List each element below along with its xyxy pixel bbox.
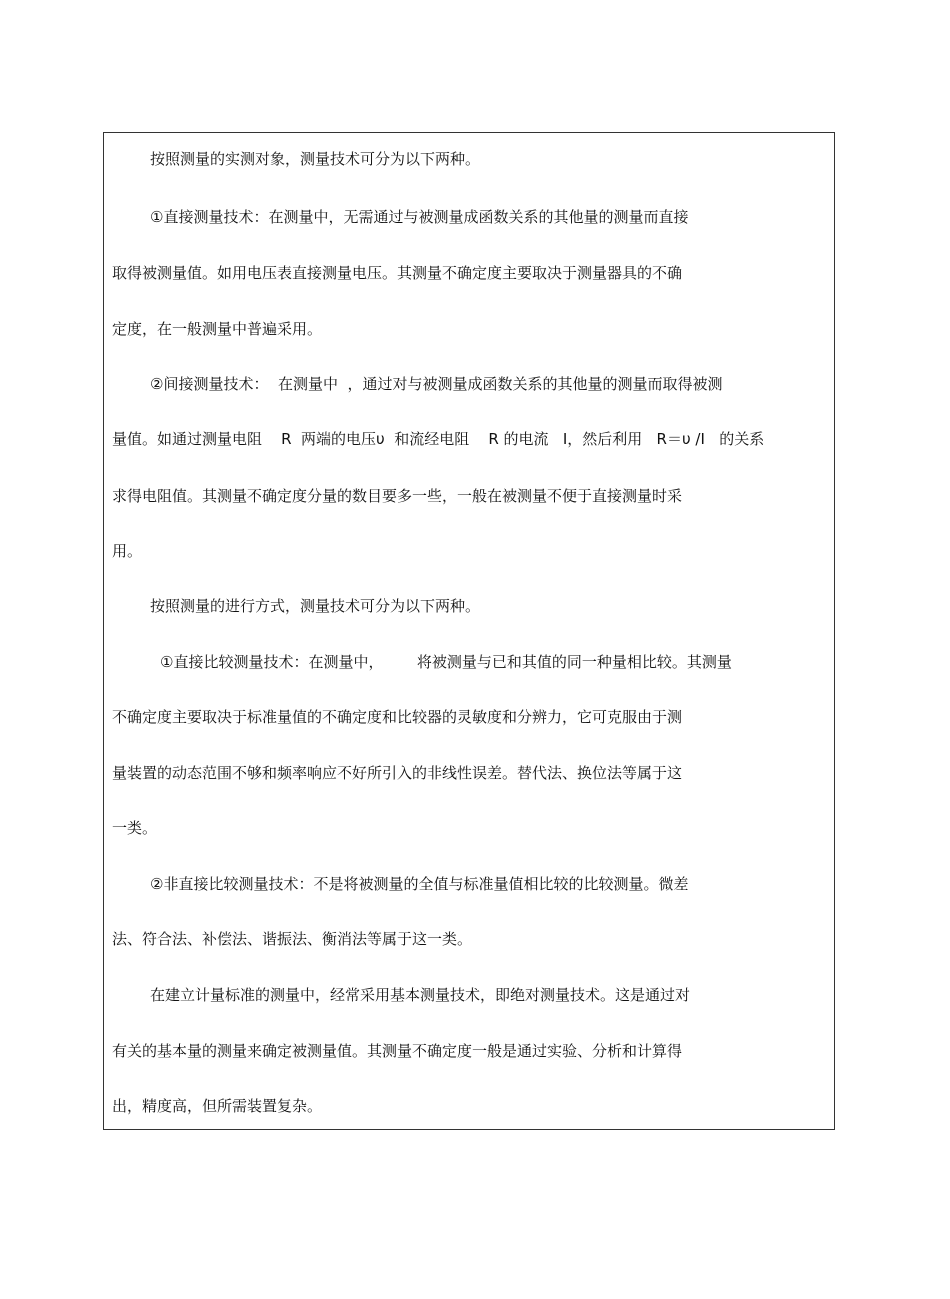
paragraph-line-18: 出，精度高，但所需装置复杂。: [112, 1097, 323, 1115]
paragraph-line-4: 定度，在一般测量中普遍采用。: [112, 320, 323, 338]
paragraph-line-13: 一类。: [112, 819, 158, 837]
paragraph-line-16: 在建立计量标准的测量中，经常采用基本测量技术，即绝对测量技术。这是通过对: [150, 986, 691, 1004]
paragraph-line-7: 求得电阻值。其测量不确定度分量的数目要多一些，一般在被测量不便于直接测量时采: [112, 487, 683, 505]
paragraph-line-3: 取得被测量值。如用电压表直接测量电压。其测量不确定度主要取决于测量器具的不确: [112, 264, 683, 282]
paragraph-line-14: ②非直接比较测量技术：不是将被测量的全值与标准量值相比较的比较测量。微差: [150, 875, 689, 893]
paragraph-line-10: ①直接比较测量技术：在测量中， 将被测量与已和其值的同一种量相比较。其测量: [160, 653, 732, 671]
paragraph-line-17: 有关的基本量的测量来确定被测量值。其测量不确定度一般是通过实验、分析和计算得: [112, 1042, 683, 1060]
paragraph-line-5: ②间接测量技术： 在测量中 ，通过对与被测量成函数关系的其他量的测量而取得被测: [150, 375, 723, 393]
paragraph-line-12: 量装置的动态范围不够和频率响应不好所引入的非线性误差。替代法、换位法等属于这: [112, 764, 683, 782]
paragraph-line-2: ①直接测量技术：在测量中，无需通过与被测量成函数关系的其他量的测量而直接: [150, 208, 689, 226]
paragraph-line-9: 按照测量的进行方式，测量技术可分为以下两种。: [150, 597, 481, 615]
paragraph-line-1: 按照测量的实测对象，测量技术可分为以下两种。: [150, 150, 481, 168]
paragraph-line-15: 法、符合法、补偿法、谐振法、衡消法等属于这一类。: [112, 930, 473, 948]
paragraph-line-6: 量值。如通过测量电阻 R 两端的电压υ 和流经电阻 R 的电流 I，然后利用 R＝υ /I 的关系: [112, 430, 765, 448]
paragraph-line-11: 不确定度主要取决于标准量值的不确定度和比较器的灵敏度和分辨力，它可克服由于测: [112, 708, 683, 726]
paragraph-line-8: 用。: [112, 542, 143, 560]
